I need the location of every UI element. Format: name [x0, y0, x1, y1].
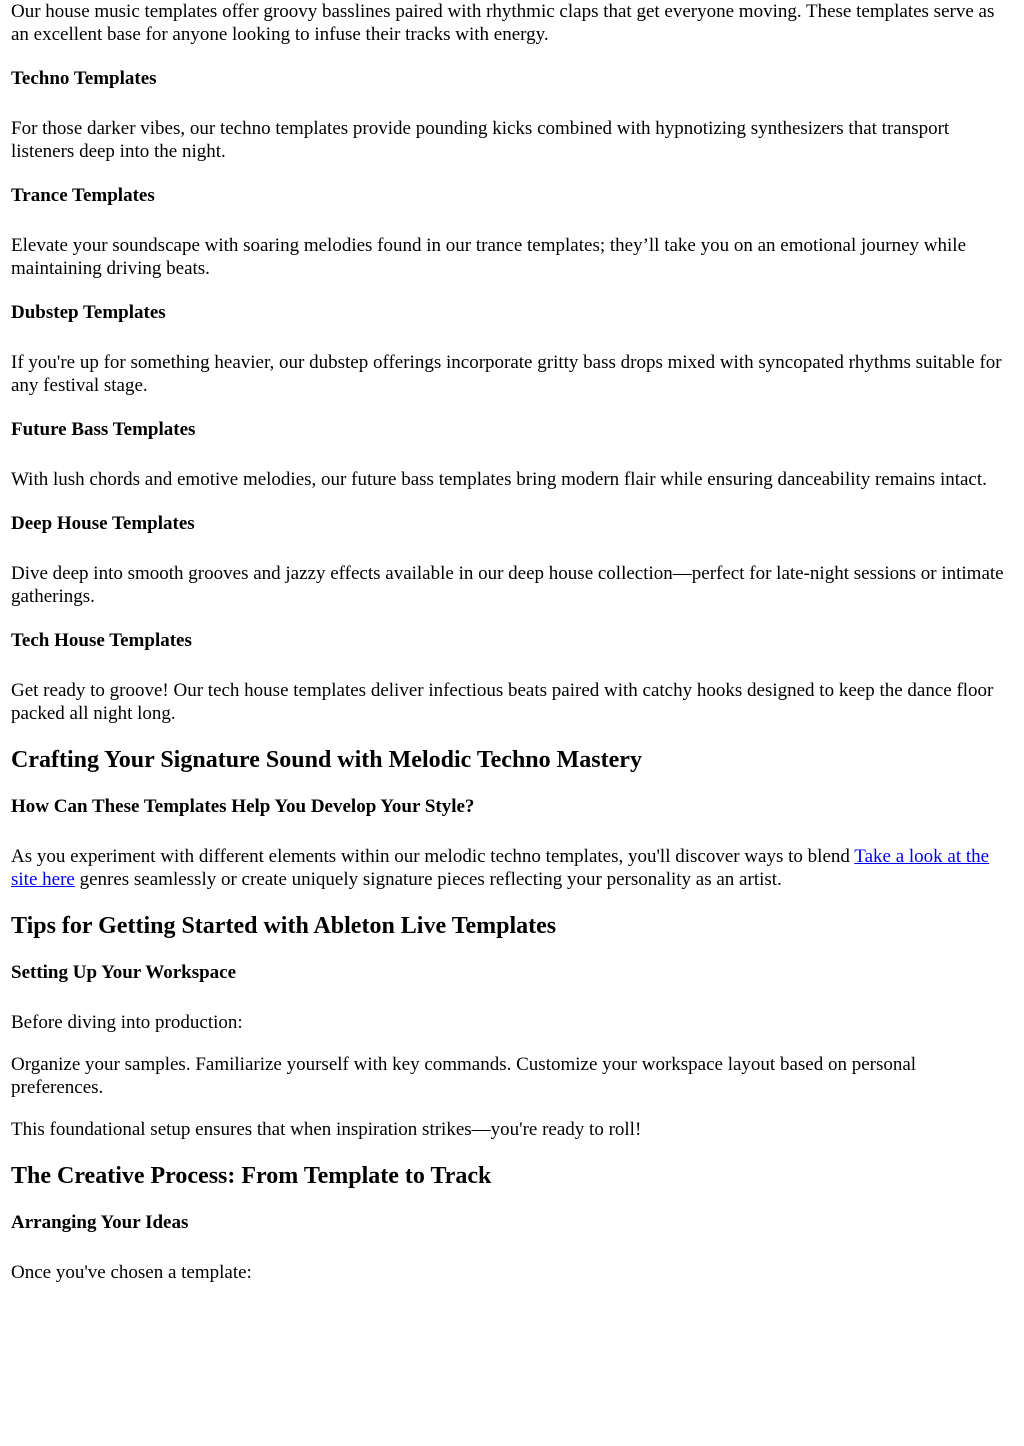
workspace-outro-paragraph: This foundational setup ensures that when inspiration strikes—you're ready to roll! [11, 1119, 642, 1140]
deep-house-templates-paragraph: Dive deep into smooth grooves and jazzy effects available in our deep house collection—perfect for late-night sessions or intimate gatherings. [11, 563, 1004, 607]
future-bass-templates-heading: Future Bass Templates [11, 419, 196, 440]
dubstep-templates-paragraph: If you're up for something heavier, our dubstep offerings incorporate gritty bass drops mixed with syncopated rhythms suitable for any festival stage. [11, 352, 1002, 396]
future-bass-templates-paragraph: With lush chords and emotive melodies, our future bass templates bring modern flair while ensuring danceability remains intact. [11, 469, 987, 490]
tech-house-templates-paragraph: Get ready to groove! Our tech house templates deliver infectious beats paired with catchy hooks designed to keep the dance floor packed all night long. [11, 680, 994, 724]
arranging-ideas-heading: Arranging Your Ideas [11, 1212, 189, 1233]
trance-templates-heading: Trance Templates [11, 185, 155, 206]
creative-process-heading: The Creative Process: From Template to Track [11, 1163, 492, 1189]
deep-house-templates-heading: Deep House Templates [11, 513, 195, 534]
develop-style-paragraph [11, 845, 1012, 891]
house-templates-paragraph: Our house music templates offer groovy basslines paired with rhythmic claps that get everyone moving. These templates serve as an excellent base for anyone looking to infuse their tracks with energy. [11, 1, 995, 45]
signature-sound-heading: Crafting Your Signature Sound with Melodic Techno Mastery [11, 747, 642, 773]
techno-templates-heading: Techno Templates [11, 68, 157, 89]
trance-templates-paragraph: Elevate your soundscape with soaring melodies found in our trance templates; they’ll take you on an emotional journey while maintaining driving beats. [11, 235, 967, 279]
techno-templates-paragraph: For those darker vibes, our techno templates provide pounding kicks combined with hypnotizing synthesizers that transport listeners deep into the night. [11, 118, 950, 162]
develop-style-text-after: genres seamlessly or create uniquely signature pieces reflecting your personality as an artist. [74, 869, 782, 890]
develop-style-text-before: As you experiment with different elements within our melodic techno templates, you'll discover ways to blend [11, 846, 855, 867]
workspace-intro-paragraph: Before diving into production: [11, 1012, 243, 1033]
develop-style-heading: How Can These Templates Help You Develop Your Style? [11, 796, 475, 817]
site-link[interactable]: Take a look at the site here [11, 846, 990, 890]
tech-house-templates-heading: Tech House Templates [11, 630, 192, 651]
arranging-intro-paragraph: Once you've chosen a template: [11, 1262, 252, 1283]
workspace-steps-paragraph: Organize your samples. Familiarize yourself with key commands. Customize your workspace layout based on personal preferences. [11, 1054, 917, 1098]
dubstep-templates-heading: Dubstep Templates [11, 302, 166, 323]
workspace-heading: Setting Up Your Workspace [11, 962, 237, 983]
tips-heading: Tips for Getting Started with Ableton Live Templates [11, 913, 557, 939]
